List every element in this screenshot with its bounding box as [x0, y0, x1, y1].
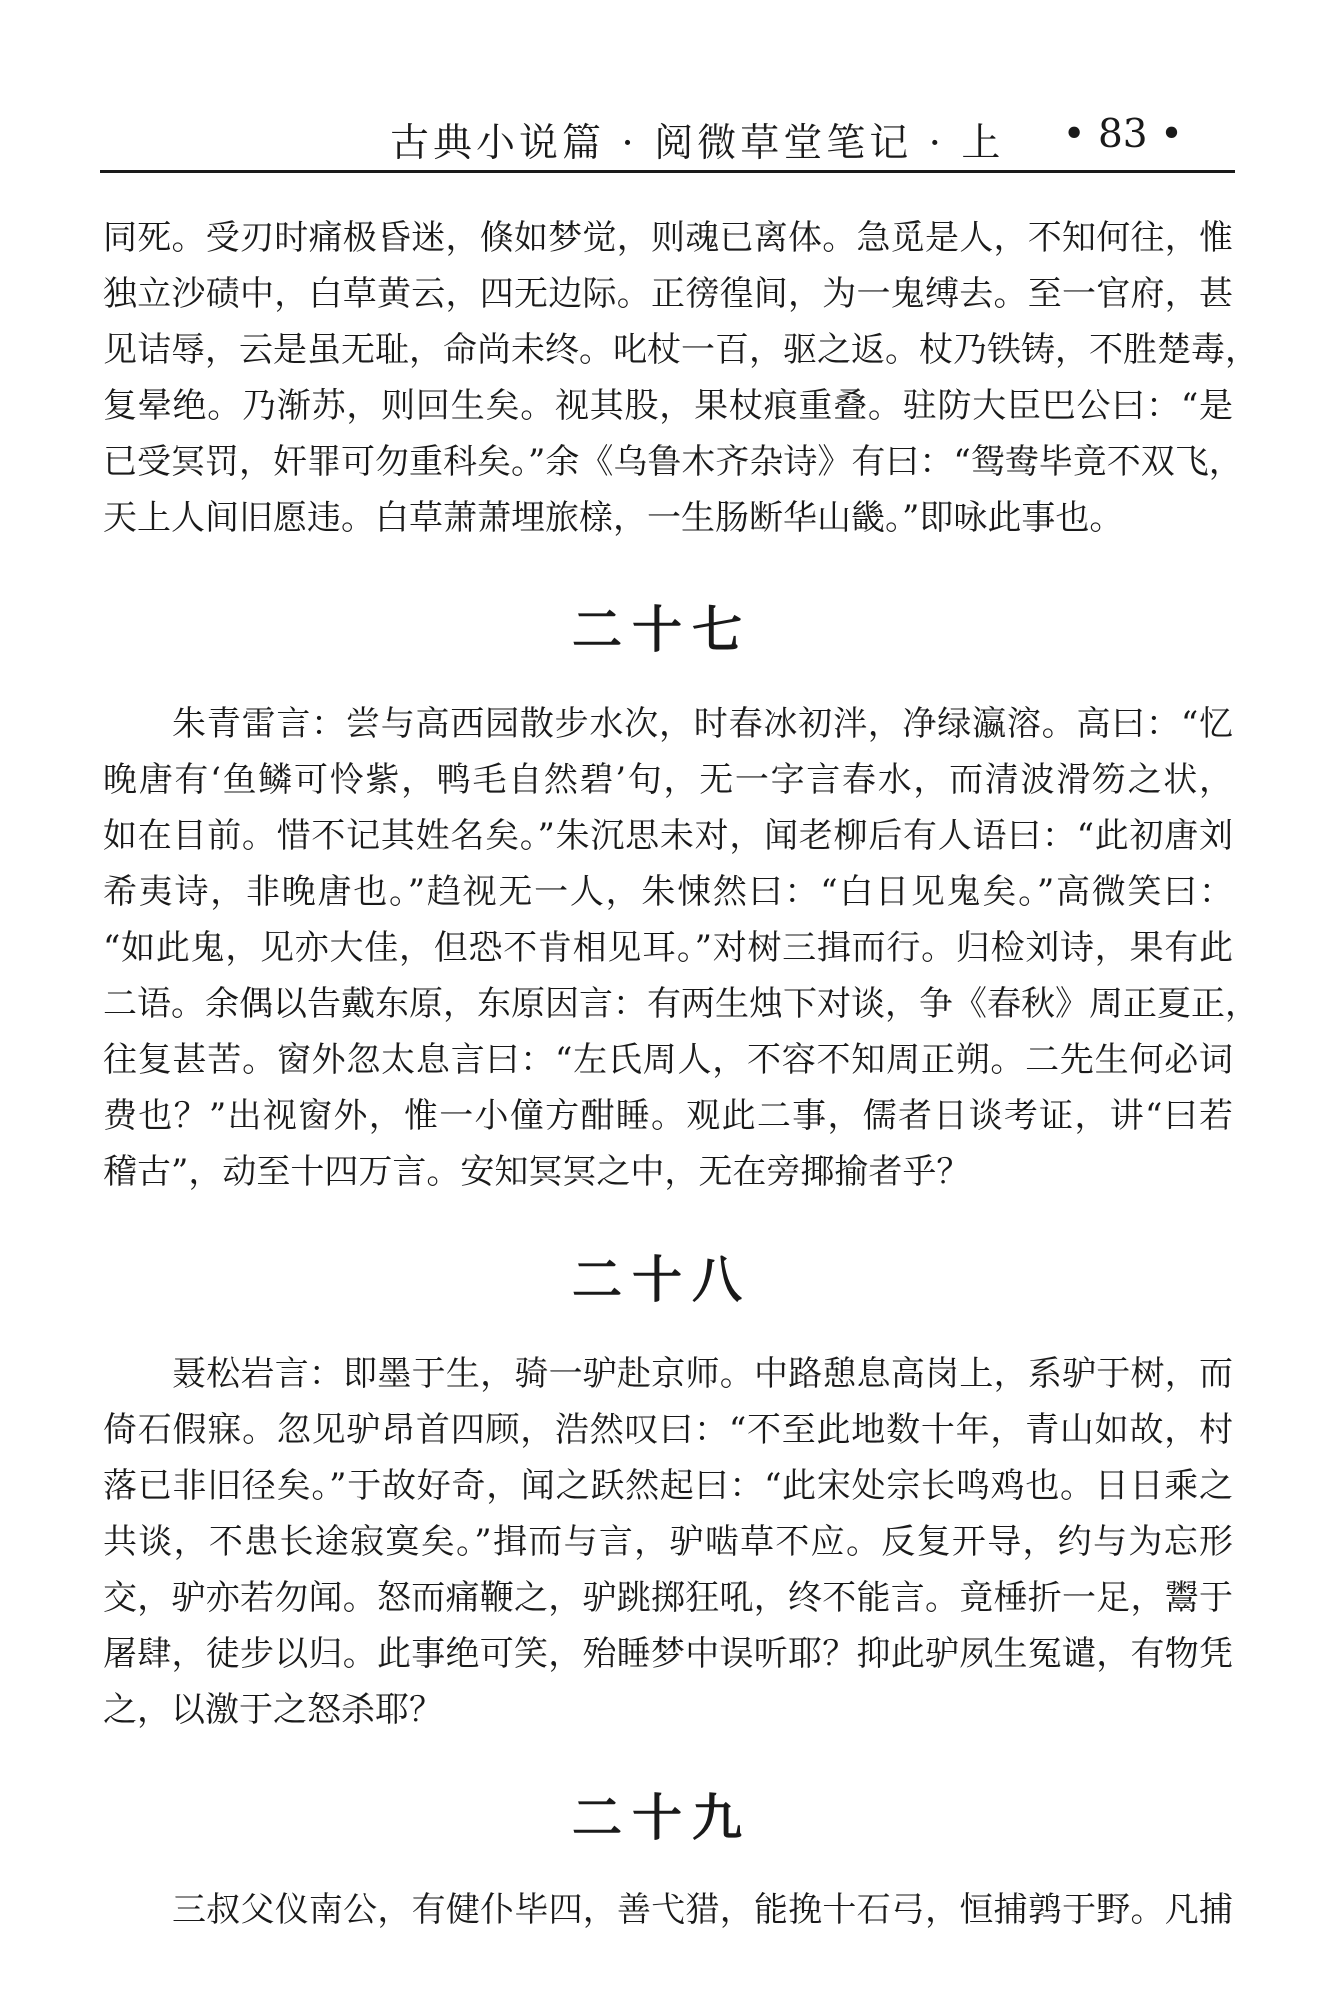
- text-line: 共谈，不患长途寂寞矣。”揖而与言，驴啮草不应。反复开导，约与为忘形: [103, 1522, 1233, 1562]
- text-line: 见诘辱，云是虽无耻，命尚未终。叱杖一百，驱之返。杖乃铁铸，不胜楚毒，: [103, 330, 1259, 370]
- page-number: • 83 •: [1062, 112, 1183, 157]
- section-heading: 二十七: [572, 601, 752, 659]
- text-line: 独立沙碛中，白草黄云，四无边际。正徬徨间，为一鬼缚去。至一官府，甚: [103, 274, 1233, 314]
- running-header: [100, 104, 1235, 164]
- intro-paragraph: [103, 210, 1259, 546]
- text-line: 落已非旧径矣。”于故好奇，闻之跃然起曰：“此宋处宗长鸣鸡也。日日乘之: [103, 1466, 1233, 1506]
- text-line: 二语。余偶以告戴东原，东原因言：有两生烛下对谈，争《春秋》周正夏正，: [103, 984, 1259, 1024]
- text-line: 晚唐有‘鱼鳞可怜紫，鸭毛自然碧’句，无一字言春水，而清波滑笏之状，: [103, 760, 1233, 800]
- text-line: 天上人间旧愿违。白草萧萧埋旅榇，一生肠断华山畿。”即咏此事也。: [103, 498, 1124, 538]
- text-line: 之，以激于之怒杀耶？: [103, 1690, 443, 1730]
- text-line: 三叔父仪南公，有健仆毕四，善弋猎，能挽十石弓，恒捕鹑于野。凡捕: [172, 1890, 1233, 1930]
- section-paragraph: [103, 1346, 1233, 1738]
- header-rule: [100, 170, 1235, 173]
- text-line: 希夷诗，非晚唐也。”趋视无一人，朱悚然曰：“白日见鬼矣。”高微笑曰：: [103, 872, 1233, 912]
- text-line: 已受冥罚，奸罪可勿重科矣。”余《乌鲁木齐杂诗》有曰：“鸳鸯毕竟不双飞，: [103, 442, 1243, 482]
- text-line: 复晕绝。乃渐苏，则回生矣。视其股，果杖痕重叠。驻防大臣巴公曰：“是: [103, 386, 1233, 426]
- text-line: 聂松岩言：即墨于生，骑一驴赴京师。中路憩息高岗上，系驴于树，而: [172, 1354, 1233, 1394]
- text-line: 稽古”，动至十四万言。安知冥冥之中，无在旁揶揄者乎？: [103, 1152, 971, 1192]
- section-paragraph: [103, 696, 1259, 1200]
- section-heading: 二十八: [572, 1251, 752, 1309]
- text-line: 费也？”出视窗外，惟一小僮方酣睡。观此二事，儒者日谈考证，讲“曰若: [103, 1096, 1233, 1136]
- text-line: 往复甚苦。窗外忽太息言曰：“左氏周人，不容不知周正朔。二先生何必词: [103, 1040, 1233, 1080]
- text-line: 倚石假寐。忽见驴昂首四顾，浩然叹曰：“不至此地数十年，青山如故，村: [103, 1410, 1233, 1450]
- section-heading: 二十九: [572, 1789, 752, 1847]
- text-line: 屠肆，徒步以归。此事绝可笑，殆睡梦中误听耶？抑此驴夙生冤谴，有物凭: [103, 1634, 1233, 1674]
- section-paragraph: [103, 1882, 1233, 1938]
- header-title: 古典小说篇 · 阅微草堂笔记 · 上: [390, 121, 1005, 166]
- text-line: 同死。受刃时痛极昏迷，倏如梦觉，则魂已离体。急觅是人，不知何往，惟: [103, 218, 1233, 258]
- text-line: 交，驴亦若勿闻。怒而痛鞭之，驴跳掷狂吼，终不能言。竟棰折一足，鬻于: [103, 1578, 1233, 1618]
- text-line: “如此鬼，见亦大佳，但恐不肯相见耳。”对树三揖而行。归检刘诗，果有此: [103, 928, 1233, 968]
- text-line: 朱青雷言：尝与高西园散步水次，时春冰初泮，净绿瀛溶。高曰：“忆: [172, 704, 1233, 744]
- text-line: 如在目前。惜不记其姓名矣。”朱沉思未对，闻老柳后有人语曰：“此初唐刘: [103, 816, 1233, 856]
